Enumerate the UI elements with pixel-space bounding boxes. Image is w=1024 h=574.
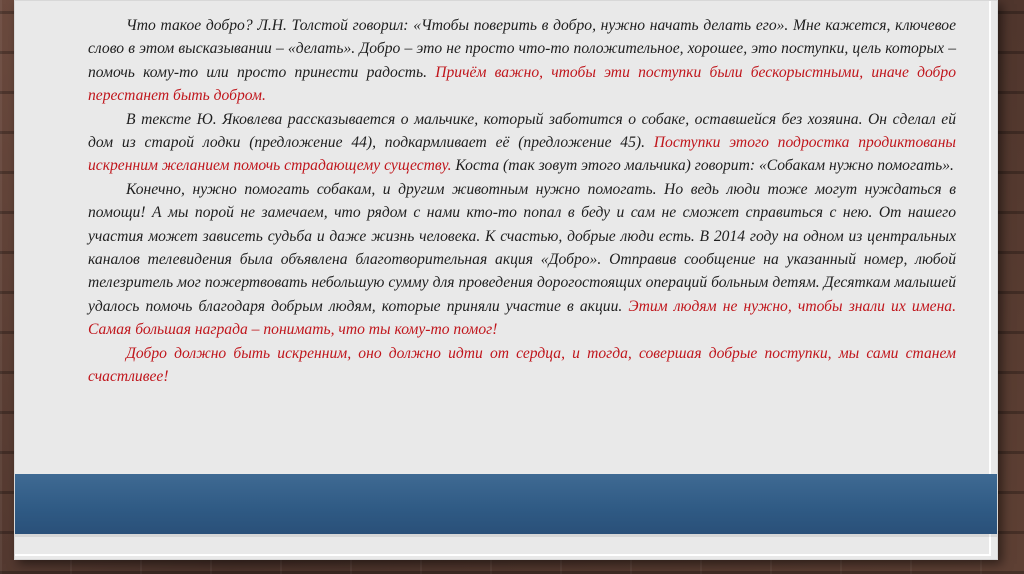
paragraph-1-highlight: Причём важно, чтобы эти поступки были бескорыстными, иначе добро перестанет быть добром. <box>88 63 956 105</box>
paragraph-1 <box>88 14 956 108</box>
paragraph-2-text-end: Коста (так зовут этого мальчика) говорит: «Собакам нужно помогать». <box>451 157 954 175</box>
paragraph-4-highlight: Добро должно быть искренним, оно должно идти от сердца, и тогда, совершая добрые поступки, мы сами станем счастливее! <box>88 344 956 386</box>
paragraph-3-text: Конечно, нужно помогать собакам, и другим животным нужно помогать. Но ведь люди тоже могут нуждаться в помощи! А мы порой не замечаем, что рядом с нами кто-то попал в беду и сам не сможет справиться с нею. От нашего участия может зависеть судьба и даже жизнь человека. К счастью, добрые люди есть. В 2014 году на одном из центральных каналов телевидения была объявлена благотворительная акция «Добро». Отправив сообщение на указанный номер, любой телезритель мог пожертвовать небольшую сумму для проведения дорогостоящих операций больным детям. Десяткам малышей удалось помочь благодаря добрым людям, которые приняли участие в акции. <box>88 180 956 315</box>
paragraph-4 <box>88 342 956 389</box>
slide <box>14 0 998 560</box>
paragraph-2-highlight: Поступки этого подростка продиктованы искренним желанием помочь страдающему существу. <box>88 134 956 175</box>
essay-text <box>88 14 956 389</box>
paragraph-3 <box>88 178 956 342</box>
footer-band <box>15 474 997 534</box>
paragraph-2-text: В тексте Ю. Яковлева рассказывается о мальчике, который заботится о собаке, оставшейся без хозяина. Он сделал ей дом из старой лодки (предложение 44), подкармливает её (предложение 45). <box>88 110 956 152</box>
paragraph-3-highlight: Этим людям не нужно, чтобы знали их имена. Самая большая награда – понимать, что ты кому-то помог! <box>88 297 956 339</box>
paragraph-1-text: Что такое добро? Л.Н. Толстой говорил: «Чтобы поверить в добро, нужно начать делать его». Мне кажется, ключевое слово в этом высказывании – «делать». Добро – это не просто что-то положительное, хорошее, это поступки, цель которых – помочь кому-то или просто принести радость. <box>88 17 956 81</box>
footer-band-shadow <box>15 534 997 537</box>
paragraph-2 <box>88 108 956 178</box>
